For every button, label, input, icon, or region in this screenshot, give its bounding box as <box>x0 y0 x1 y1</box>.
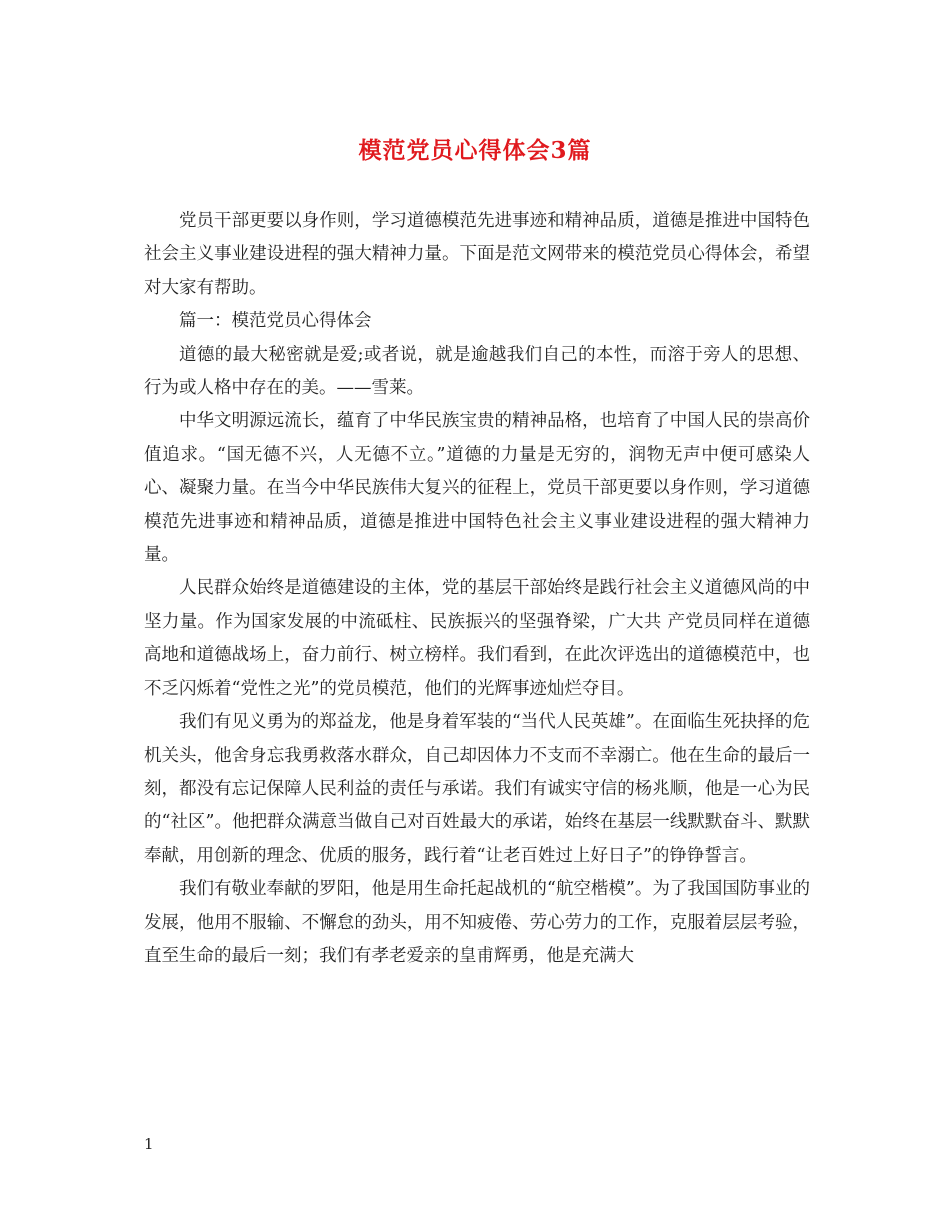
section-heading: 篇一：模范党员心得体会 <box>179 311 372 332</box>
body-paragraph: 我们有见义勇为的郑益龙，他是身着军装的“当代人民英雄”。在面临生死抉择的危机关头，他舍身忘我勇救落水群众，自己却因体力不支而不幸溺亡。他在生命的最后一刻，都没有忘记保障人民利益的责任与承诺。我们有诚实守信的杨兆顺，他是一心为民的“社区”。他把群众满意当做自己对百姓最大的承诺，始终在基层一线默默奋斗、默默奉献，用创新的理念、优质的服务，践行着“让老百姓过上好日子”的铮铮誓言。 <box>144 712 810 866</box>
intro-paragraph: 党员干部更要以身作则，学习道德模范先进事迹和精神品质，道德是推进中国特色社会主义事业建设进程的强大精神力量。下面是范文网带来的模范党员心得体会，希望对大家有帮助。 <box>144 211 810 298</box>
document-body <box>144 205 810 973</box>
quote-paragraph: 道德的最大秘密就是爱;或者说，就是逾越我们自己的本性，而溶于旁人的思想、行为或人格中存在的美。——雪莱。 <box>144 344 810 399</box>
body-paragraph: 我们有敬业奉献的罗阳，他是用生命托起战机的“航空楷模”。为了我国国防事业的发展，他用不服输、不懈怠的劲头，用不知疲倦、劳心劳力的工作，克服着层层考验，直至生命的最后一刻；我们有孝老爱亲的皇甫辉勇，他是充满大 <box>144 879 810 966</box>
page-number: 1 <box>144 1135 154 1153</box>
body-paragraph: 中华文明源远流长，蕴育了中华民族宝贵的精神品格，也培育了中国人民的崇高价值追求。“国无德不兴，人无德不立。”道德的力量是无穷的，润物无声中便可感染人心、凝聚力量。在当今中华民族伟大复兴的征程上，党员干部更要以身作则，学习道德模范先进事迹和精神品质，道德是推进中国特色社会主义事业建设进程的强大精神力量。 <box>144 411 810 566</box>
document-title: 模范党员心得体会3篇 <box>358 137 592 164</box>
body-paragraph: 人民群众始终是道德建设的主体，党的基层干部始终是践行社会主义道德风尚的中坚力量。作为国家发展的中流砥柱、民族振兴的坚强脊梁，广大共 产党员同样在道德高地和道德战场上，奋力前行、树立榜样。我们看到，在此次评选出的道德模范中，也不乏闪烁着“党性之光”的党员模范，他们的光辉事迹灿烂夺目。 <box>144 578 810 699</box>
